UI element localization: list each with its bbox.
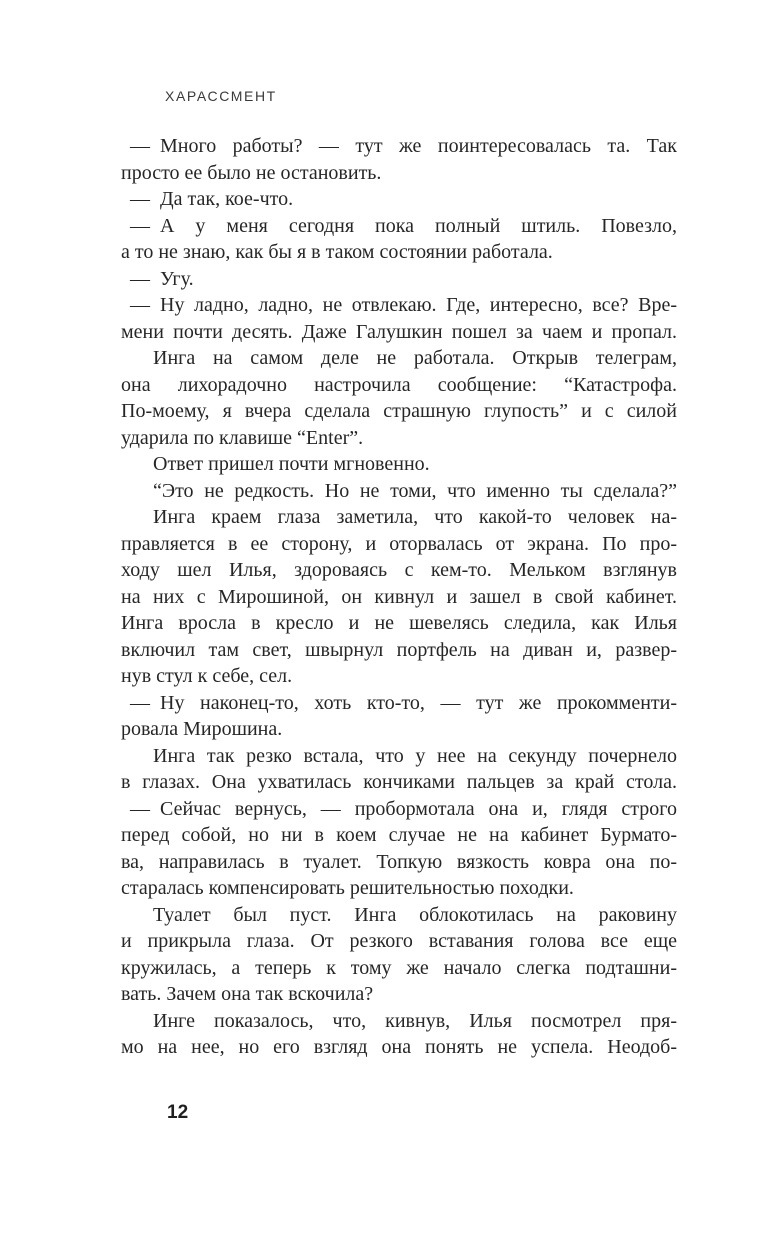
text-line: — Много работы? — тут же поинтересовалась та. Так [130,135,677,157]
text-line: “Это не редкость. Но не томи, что именно ты сделала?” [153,479,677,502]
text-line: — Ну наконец-то, хоть кто-то, — тут же прокомменти- [130,691,677,714]
text-line: ударила по клавише “Enter”. [121,426,364,449]
text-line: — Ну ладно, ладно, не отвлекаю. Где, интересно, все? Вре- [130,294,677,316]
running-head: ХАРАССМЕНТ [165,88,277,104]
text-line: — Сейчас вернусь, — пробормотала она и, глядя строго [130,797,677,820]
text-line: включил там свет, швырнул портфель на диван и, развер- [121,638,677,661]
text-line: мо на нее, но его взгляд она понять не успела. Неодоб- [121,1036,677,1058]
text-line: нув стул к себе, сел. [121,665,293,687]
text-line: По-моему, я вчера сделала страшную глупость” и с силой [121,400,677,422]
text-line: мени почти десять. Даже Галушкин пошел за чаем и пропал. [121,320,677,343]
text-line: Инга вросла в кресло и не шевелясь следила, как Илья [121,612,677,634]
text-line: в глазах. Она ухватилась кончиками пальцев за край стола. [121,771,677,793]
text-line: ва, направилась в туалет. Топкую вязкость ковра она по- [121,850,677,873]
text-line: на них с Мирошиной, он кивнул и зашел в свой кабинет. [121,585,677,608]
page-number: 12 [167,1102,189,1123]
body-text [121,133,677,1061]
text-line: перед собой, но ни в коем случае не на кабинет Бурмато- [121,824,677,846]
text-line: Инга на самом деле не работала. Открыв телеграм, [153,347,677,369]
text-line: просто ее было не остановить. [121,161,382,184]
text-line: ровала Мирошина. [121,718,283,740]
text-line: Ответ пришел почти мгновенно. [153,453,430,475]
text-line: — Угу. [130,267,194,290]
text-line: Инга краем глаза заметила, что какой-то человек на- [153,506,677,528]
text-line: кружилась, а теперь к тому же начало слегка подташни- [121,956,677,979]
text-line: правляется в ее сторону, и оторвалась от экрана. По про- [121,532,677,555]
text-line: Туалет был пуст. Инга облокотилась на раковину [153,903,677,926]
text-line: а то не знаю, как бы я в таком состоянии работала. [121,241,553,263]
text-line: и прикрыла глаза. От резкого вставания голова все еще [121,930,677,952]
text-line: — Да так, кое-что. [130,188,294,210]
text-line: — А у меня сегодня пока полный штиль. Повезло, [130,214,677,237]
text-line: Инге показалось, что, кивнув, Илья посмотрел пря- [153,1009,677,1032]
text-line: вать. Зачем она так вскочила? [121,983,374,1005]
text-line: ходу шел Илья, здороваясь с кем-то. Мельком взглянув [121,559,677,581]
text-line: она лихорадочно настрочила сообщение: “Катастрофа. [121,373,677,396]
text-line: Инга так резко встала, что у нее на секунду почернело [153,744,677,767]
text-line: старалась компенсировать решительностью походки. [121,877,574,899]
